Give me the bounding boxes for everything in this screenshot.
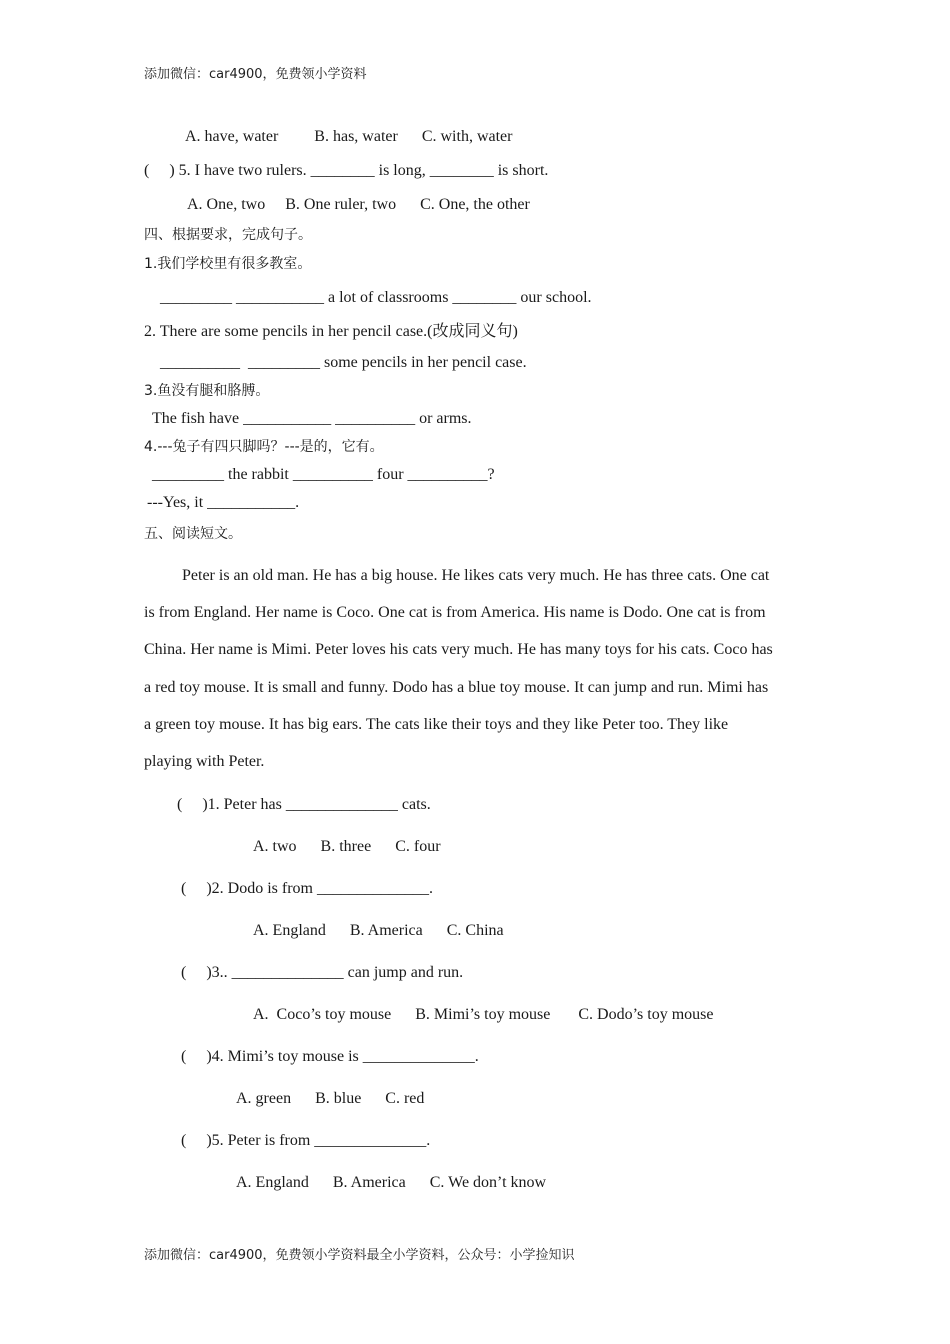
s4-q1-blank: _________ ___________ a lot of classrooms ________ our school. — [160, 289, 592, 306]
reading-q1-options: A. two B. three C. four — [253, 838, 441, 855]
reading-q4-stem: ( )4. Mimi’s toy mouse is ______________. — [181, 1048, 479, 1065]
reading-q5-stem: ( )5. Peter is from ______________. — [181, 1132, 431, 1149]
page-footer: 添加微信：car4900，免费领小学资料最全小学资料，公众号：小学捡知识 — [144, 1248, 575, 1263]
s4-q4-prompt: 4.---兔子有四只脚吗？---是的，它有。 — [144, 439, 384, 455]
reading-q5-options: A. England B. America C. We don’t know — [236, 1174, 547, 1191]
s4-q4-answer: ---Yes, it ___________. — [147, 494, 300, 511]
q4-options: A. have, water B. has, water C. with, water — [185, 128, 513, 145]
passage-line: Peter is an old man. He has a big house. He likes cats very much. He has three cats. One cat — [182, 567, 770, 584]
s4-q2-prompt: 2. There are some pencils in her pencil case.(改成同义句) — [144, 323, 518, 340]
reading-q3-stem: ( )3.. ______________ can jump and run. — [181, 964, 464, 981]
s4-q2-blank: __________ _________ some pencils in her pencil case. — [160, 354, 527, 371]
passage-line: China. Her name is Mimi. Peter loves his cats very much. He has many toys for his cats. Coco has — [144, 641, 773, 658]
q5-stem: ( ) 5. I have two rulers. ________ is long, ________ is short. — [144, 162, 549, 179]
s4-q1-prompt: 1.我们学校里有很多教室。 — [144, 256, 312, 272]
passage-line: a green toy mouse. It has big ears. The cats like their toys and they like Peter too. They like — [144, 716, 729, 733]
section5-title: 五、阅读短文。 — [144, 526, 242, 542]
s4-q4-blank: _________ the rabbit __________ four __________? — [152, 466, 495, 483]
s4-q3-blank: The fish have ___________ __________ or arms. — [152, 410, 472, 427]
reading-q3-options: A. Coco’s toy mouse B. Mimi’s toy mouse C. Dodo’s toy mouse — [253, 1006, 714, 1023]
q5-options: A. One, two B. One ruler, two C. One, the other — [187, 196, 530, 213]
page-header: 添加微信：car4900，免费领小学资料 — [144, 67, 367, 82]
passage-line: a red toy mouse. It is small and funny. Dodo has a blue toy mouse. It can jump and run. Mimi has — [144, 679, 769, 696]
reading-q2-stem: ( )2. Dodo is from ______________. — [181, 880, 433, 897]
reading-q1-stem: ( )1. Peter has ______________ cats. — [177, 796, 431, 813]
passage-line: is from England. Her name is Coco. One cat is from America. His name is Dodo. One cat is from — [144, 604, 766, 621]
reading-q2-options: A. England B. America C. China — [253, 922, 504, 939]
section4-title: 四、根据要求，完成句子。 — [144, 227, 312, 243]
s4-q3-prompt: 3.鱼没有腿和胳膊。 — [144, 383, 270, 399]
reading-q4-options: A. green B. blue C. red — [236, 1090, 425, 1107]
passage-line: playing with Peter. — [144, 753, 265, 770]
